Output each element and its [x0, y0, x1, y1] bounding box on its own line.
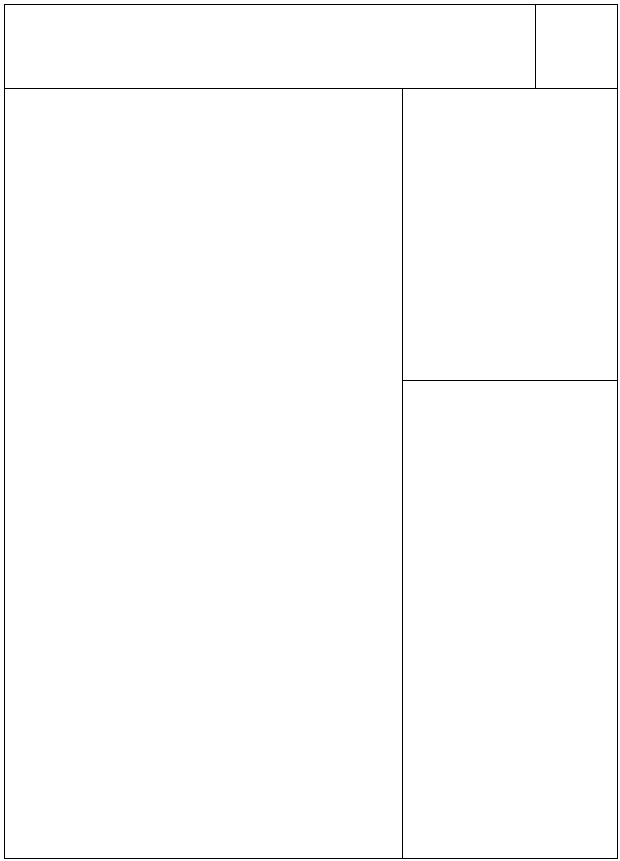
stop-sequence-table: [403, 101, 615, 113]
col-description: [499, 101, 555, 113]
stop-table-header: [403, 101, 615, 113]
barcode: [8, 38, 128, 58]
qr-code: [470, 680, 585, 810]
col-index: [403, 101, 421, 113]
col-code: [473, 101, 499, 113]
stop-table-frame: [402, 88, 618, 381]
col-brand: [555, 101, 591, 113]
col-element: [591, 101, 615, 113]
embroidery-design-preview: [4, 89, 402, 858]
stats-box: [535, 4, 618, 89]
col-needle: [421, 101, 439, 113]
col-stitches: [439, 101, 473, 113]
